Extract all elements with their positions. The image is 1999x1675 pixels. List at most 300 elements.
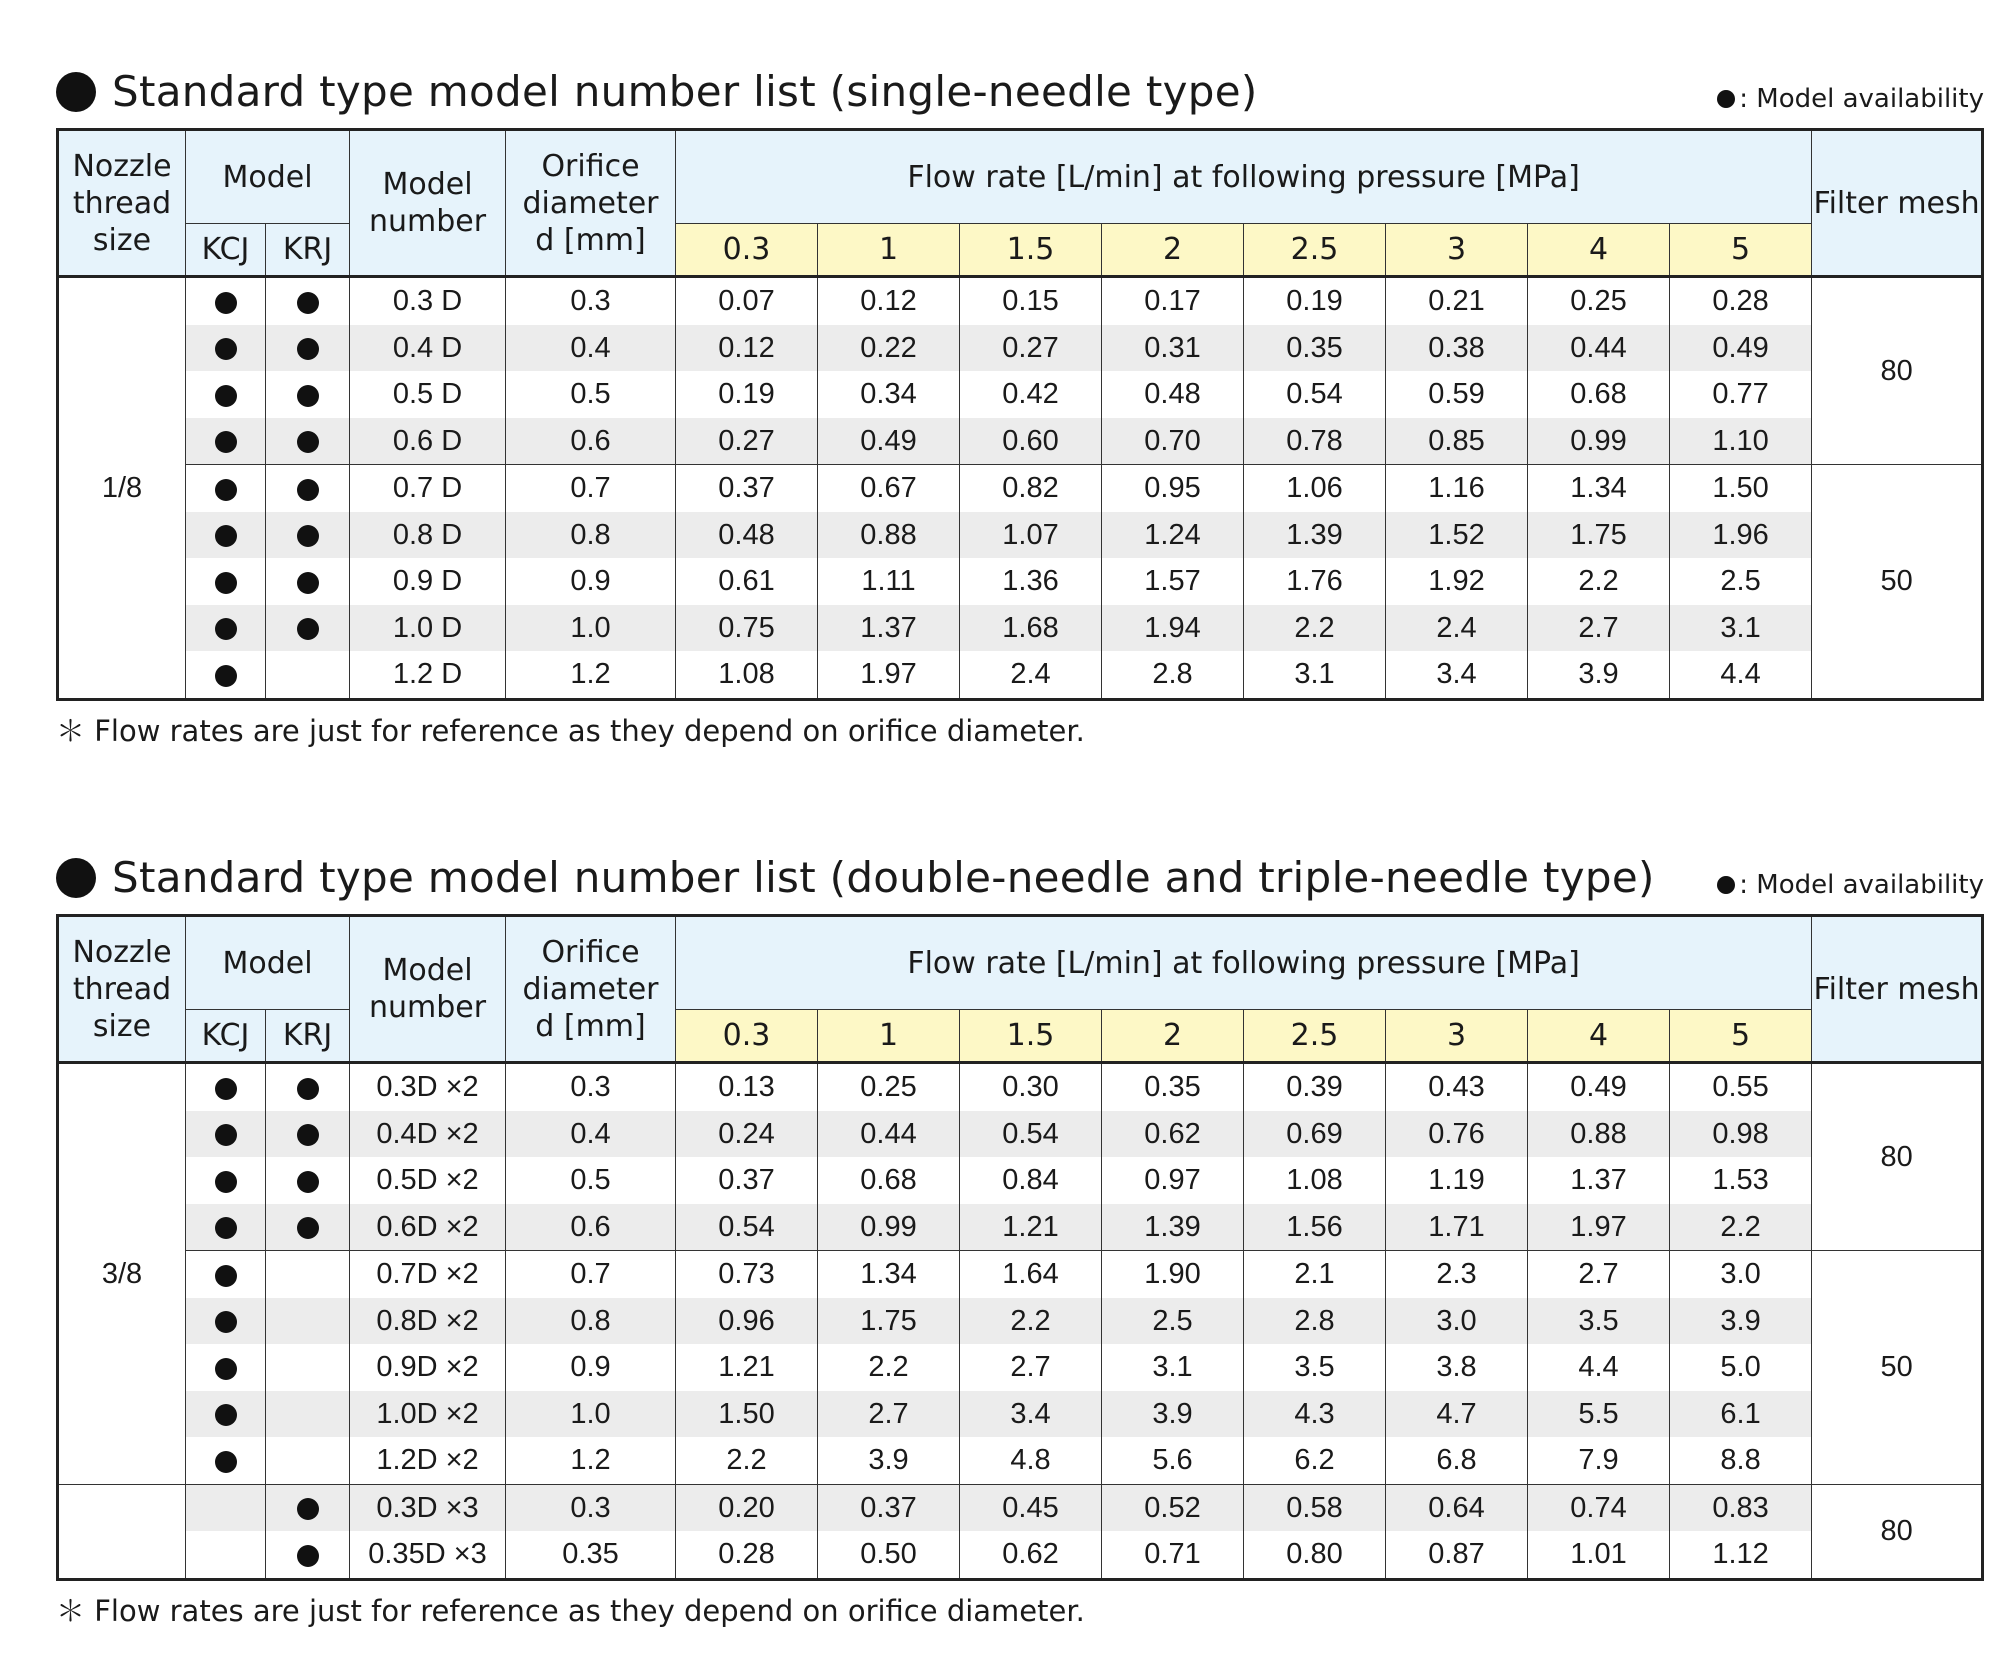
flow-rate-cell: 0.99 xyxy=(818,1204,960,1251)
flow-rate-cell: 6.1 xyxy=(1670,1391,1812,1438)
kcj-availability-cell xyxy=(186,651,266,699)
orifice-cell: 1.2 xyxy=(506,1437,676,1484)
filter-mesh-cell: 50 xyxy=(1812,465,1983,700)
availability-dot-icon xyxy=(297,292,319,314)
availability-dot-icon xyxy=(215,525,237,547)
availability-dot-icon xyxy=(215,1124,237,1146)
kcj-availability-cell xyxy=(186,465,266,512)
flow-rate-cell: 0.52 xyxy=(1102,1484,1244,1531)
flow-rate-cell: 2.8 xyxy=(1102,651,1244,699)
table-row xyxy=(58,1484,1983,1531)
availability-dot-icon xyxy=(1717,90,1735,108)
availability-dot-icon xyxy=(215,1451,237,1473)
header-pressure: 4 xyxy=(1528,1010,1670,1063)
flow-rate-cell: 0.49 xyxy=(1670,325,1812,372)
flow-rate-cell: 6.2 xyxy=(1244,1437,1386,1484)
flow-rate-cell: 0.75 xyxy=(676,605,818,652)
availability-dot-icon xyxy=(215,665,237,687)
flow-rate-cell: 8.8 xyxy=(1670,1437,1812,1484)
flow-rate-cell: 1.50 xyxy=(1670,465,1812,512)
table-row xyxy=(58,512,1983,559)
flow-rate-cell: 1.10 xyxy=(1670,418,1812,465)
flow-rate-cell: 0.21 xyxy=(1386,277,1528,325)
flow-rate-cell: 1.96 xyxy=(1670,512,1812,559)
flow-rate-cell: 0.83 xyxy=(1670,1484,1812,1531)
flow-rate-cell: 0.49 xyxy=(818,418,960,465)
krj-availability-cell xyxy=(266,1344,350,1391)
flow-rate-cell: 1.21 xyxy=(960,1204,1102,1251)
header-pressure: 1 xyxy=(818,1010,960,1063)
header-pressure: 1.5 xyxy=(960,1010,1102,1063)
table-row xyxy=(58,1204,1983,1251)
flow-rate-cell: 0.42 xyxy=(960,371,1102,418)
thread-size-cell xyxy=(58,1484,186,1579)
flow-rate-cell: 0.95 xyxy=(1102,465,1244,512)
krj-availability-cell xyxy=(266,1298,350,1345)
flow-rate-cell: 0.88 xyxy=(1528,1111,1670,1158)
header-orifice-diameter xyxy=(506,916,676,1063)
flow-rate-cell: 0.71 xyxy=(1102,1531,1244,1579)
kcj-availability-cell xyxy=(186,325,266,372)
footnote: ＊ Flow rates are just for reference as they depend on orifice diameter. xyxy=(56,713,1085,748)
orifice-cell: 0.4 xyxy=(506,1111,676,1158)
header-model: Model xyxy=(186,130,350,224)
kcj-availability-cell xyxy=(186,558,266,605)
thread-size-cell: 1/8 xyxy=(58,277,186,700)
availability-dot-icon xyxy=(215,1311,237,1333)
model-number-cell: 1.2 D xyxy=(350,651,506,699)
flow-rate-cell: 4.4 xyxy=(1528,1344,1670,1391)
krj-availability-cell xyxy=(266,1484,350,1531)
flow-rate-cell: 4.3 xyxy=(1244,1391,1386,1438)
flow-rate-cell: 2.3 xyxy=(1386,1251,1528,1298)
model-number-cell: 0.5 D xyxy=(350,371,506,418)
flow-rate-cell: 0.19 xyxy=(676,371,818,418)
flow-rate-cell: 0.39 xyxy=(1244,1063,1386,1111)
table-row xyxy=(58,465,1983,512)
flow-rate-cell: 1.75 xyxy=(1528,512,1670,559)
orifice-cell: 0.7 xyxy=(506,465,676,512)
model-number-cell: 0.35D ×3 xyxy=(350,1531,506,1579)
model-number-cell: 1.0D ×2 xyxy=(350,1391,506,1438)
flow-rate-cell: 1.90 xyxy=(1102,1251,1244,1298)
flow-rate-cell: 1.16 xyxy=(1386,465,1528,512)
krj-availability-cell xyxy=(266,1204,350,1251)
orifice-cell: 0.9 xyxy=(506,1344,676,1391)
flow-rate-cell: 5.0 xyxy=(1670,1344,1812,1391)
flow-rate-cell: 0.54 xyxy=(676,1204,818,1251)
flow-rate-cell: 1.36 xyxy=(960,558,1102,605)
header-thread-size: Nozzle thread size xyxy=(58,130,186,277)
flow-rate-cell: 0.27 xyxy=(676,418,818,465)
availability-dot-icon xyxy=(297,338,319,360)
header-model: Model xyxy=(186,916,350,1010)
flow-rate-cell: 3.4 xyxy=(960,1391,1102,1438)
flow-rate-cell: 1.24 xyxy=(1102,512,1244,559)
table-row xyxy=(58,558,1983,605)
flow-rate-cell: 2.7 xyxy=(1528,605,1670,652)
single-needle-table xyxy=(56,128,1984,701)
flow-rate-cell: 0.35 xyxy=(1102,1063,1244,1111)
header-pressure: 5 xyxy=(1670,224,1812,277)
flow-rate-cell: 0.20 xyxy=(676,1484,818,1531)
orifice-cell: 0.5 xyxy=(506,1157,676,1204)
flow-rate-cell: 0.54 xyxy=(960,1111,1102,1158)
header-pressure: 3 xyxy=(1386,1010,1528,1063)
flow-rate-cell: 3.9 xyxy=(818,1437,960,1484)
availability-dot-icon xyxy=(297,479,319,501)
flow-rate-cell: 0.99 xyxy=(1528,418,1670,465)
flow-rate-cell: 0.34 xyxy=(818,371,960,418)
model-number-cell: 1.0 D xyxy=(350,605,506,652)
krj-availability-cell xyxy=(266,1157,350,1204)
flow-rate-cell: 0.49 xyxy=(1528,1063,1670,1111)
krj-availability-cell xyxy=(266,605,350,652)
table-row xyxy=(58,1063,1983,1111)
flow-rate-cell: 0.88 xyxy=(818,512,960,559)
kcj-availability-cell xyxy=(186,1344,266,1391)
flow-rate-cell: 2.8 xyxy=(1244,1298,1386,1345)
kcj-availability-cell xyxy=(186,277,266,325)
header-filter-mesh: Filter mesh xyxy=(1812,130,1983,277)
flow-rate-cell: 5.5 xyxy=(1528,1391,1670,1438)
orifice-cell: 0.6 xyxy=(506,1204,676,1251)
flow-rate-cell: 1.94 xyxy=(1102,605,1244,652)
orifice-cell: 0.8 xyxy=(506,512,676,559)
flow-rate-cell: 1.21 xyxy=(676,1344,818,1391)
flow-rate-cell: 1.57 xyxy=(1102,558,1244,605)
model-number-cell: 0.3 D xyxy=(350,277,506,325)
orifice-cell: 0.35 xyxy=(506,1531,676,1579)
flow-rate-cell: 2.7 xyxy=(960,1344,1102,1391)
flow-rate-cell: 0.24 xyxy=(676,1111,818,1158)
flow-rate-cell: 0.59 xyxy=(1386,371,1528,418)
flow-rate-cell: 0.25 xyxy=(818,1063,960,1111)
flow-rate-cell: 3.5 xyxy=(1528,1298,1670,1345)
flow-rate-cell: 0.44 xyxy=(1528,325,1670,372)
flow-rate-cell: 3.0 xyxy=(1386,1298,1528,1345)
flow-rate-cell: 0.80 xyxy=(1244,1531,1386,1579)
availability-dot-icon xyxy=(215,479,237,501)
header-pressure: 4 xyxy=(1528,224,1670,277)
table-row xyxy=(58,1437,1983,1484)
flow-rate-cell: 0.74 xyxy=(1528,1484,1670,1531)
availability-legend xyxy=(1717,868,1984,902)
flow-rate-cell: 1.37 xyxy=(818,605,960,652)
flow-rate-cell: 1.06 xyxy=(1244,465,1386,512)
orifice-cell: 0.7 xyxy=(506,1251,676,1298)
flow-rate-cell: 0.64 xyxy=(1386,1484,1528,1531)
flow-rate-cell: 1.19 xyxy=(1386,1157,1528,1204)
flow-rate-cell: 1.07 xyxy=(960,512,1102,559)
table-row xyxy=(58,1111,1983,1158)
header-thread-size: Nozzle thread size xyxy=(58,916,186,1063)
availability-dot-icon xyxy=(1717,876,1735,894)
availability-dot-icon xyxy=(297,1545,319,1567)
legend-label: : Model availability xyxy=(1739,84,1984,114)
model-number-cell: 0.6 D xyxy=(350,418,506,465)
availability-dot-icon xyxy=(297,618,319,640)
header-pressure: 0.3 xyxy=(676,224,818,277)
header-kcj: KCJ xyxy=(186,1010,266,1063)
model-number-cell: 0.8D ×2 xyxy=(350,1298,506,1345)
orifice-unit-label: d [mm] xyxy=(535,1008,646,1044)
availability-dot-icon xyxy=(215,431,237,453)
krj-availability-cell xyxy=(266,558,350,605)
thread-size-cell: 3/8 xyxy=(58,1063,186,1485)
availability-dot-icon xyxy=(297,1078,319,1100)
orifice-cell: 0.5 xyxy=(506,371,676,418)
krj-availability-cell xyxy=(266,1063,350,1111)
flow-rate-cell: 3.1 xyxy=(1244,651,1386,699)
orifice-cell: 1.2 xyxy=(506,651,676,699)
availability-dot-icon xyxy=(297,431,319,453)
flow-rate-cell: 3.5 xyxy=(1244,1344,1386,1391)
flow-rate-cell: 0.45 xyxy=(960,1484,1102,1531)
krj-availability-cell xyxy=(266,512,350,559)
flow-rate-cell: 0.43 xyxy=(1386,1063,1528,1111)
flow-rate-cell: 4.8 xyxy=(960,1437,1102,1484)
flow-rate-cell: 1.37 xyxy=(1528,1157,1670,1204)
flow-rate-cell: 1.34 xyxy=(818,1251,960,1298)
section-title: Standard type model number list (single-needle type) xyxy=(112,67,1258,116)
flow-rate-cell: 1.50 xyxy=(676,1391,818,1438)
flow-rate-cell: 0.82 xyxy=(960,465,1102,512)
flow-rate-cell: 3.9 xyxy=(1102,1391,1244,1438)
flow-rate-cell: 1.76 xyxy=(1244,558,1386,605)
flow-rate-cell: 0.98 xyxy=(1670,1111,1812,1158)
orifice-cell: 0.3 xyxy=(506,277,676,325)
header-pressure: 1 xyxy=(818,224,960,277)
orifice-label: Orifice diameter xyxy=(522,148,659,221)
availability-dot-icon xyxy=(215,292,237,314)
filter-mesh-cell: 80 xyxy=(1812,1063,1983,1251)
header-orifice-diameter xyxy=(506,130,676,277)
availability-dot-icon xyxy=(215,618,237,640)
krj-availability-cell xyxy=(266,651,350,699)
table-row xyxy=(58,1344,1983,1391)
flow-rate-cell: 0.55 xyxy=(1670,1063,1812,1111)
krj-availability-cell xyxy=(266,325,350,372)
flow-rate-cell: 1.71 xyxy=(1386,1204,1528,1251)
flow-rate-cell: 1.97 xyxy=(1528,1204,1670,1251)
flow-rate-cell: 0.85 xyxy=(1386,418,1528,465)
flow-rate-cell: 2.7 xyxy=(1528,1251,1670,1298)
kcj-availability-cell xyxy=(186,1298,266,1345)
flow-rate-cell: 1.75 xyxy=(818,1298,960,1345)
flow-rate-cell: 2.4 xyxy=(1386,605,1528,652)
flow-rate-cell: 4.7 xyxy=(1386,1391,1528,1438)
flow-rate-cell: 1.52 xyxy=(1386,512,1528,559)
availability-dot-icon xyxy=(297,1498,319,1520)
availability-legend xyxy=(1717,82,1984,116)
flow-rate-cell: 0.12 xyxy=(818,277,960,325)
flow-rate-cell: 0.35 xyxy=(1244,325,1386,372)
flow-rate-cell: 2.2 xyxy=(1670,1204,1812,1251)
flow-rate-cell: 0.62 xyxy=(1102,1111,1244,1158)
krj-availability-cell xyxy=(266,418,350,465)
flow-rate-cell: 2.2 xyxy=(960,1298,1102,1345)
table-row xyxy=(58,1298,1983,1345)
kcj-availability-cell xyxy=(186,1204,266,1251)
flow-rate-cell: 0.48 xyxy=(1102,371,1244,418)
flow-rate-cell: 2.2 xyxy=(1528,558,1670,605)
model-number-cell: 0.3D ×3 xyxy=(350,1484,506,1531)
flow-rate-cell: 0.61 xyxy=(676,558,818,605)
model-number-cell: 1.2D ×2 xyxy=(350,1437,506,1484)
flow-rate-cell: 0.50 xyxy=(818,1531,960,1579)
model-number-cell: 0.8 D xyxy=(350,512,506,559)
header-filter-mesh: Filter mesh xyxy=(1812,916,1983,1063)
flow-rate-cell: 0.37 xyxy=(818,1484,960,1531)
orifice-cell: 0.3 xyxy=(506,1484,676,1531)
flow-rate-cell: 0.76 xyxy=(1386,1111,1528,1158)
krj-availability-cell xyxy=(266,277,350,325)
flow-rate-cell: 1.08 xyxy=(676,651,818,699)
kcj-availability-cell xyxy=(186,1484,266,1531)
flow-rate-cell: 0.87 xyxy=(1386,1531,1528,1579)
flow-rate-cell: 1.68 xyxy=(960,605,1102,652)
table-row xyxy=(58,325,1983,372)
table-row xyxy=(58,1157,1983,1204)
flow-rate-cell: 1.97 xyxy=(818,651,960,699)
flow-rate-cell: 0.54 xyxy=(1244,371,1386,418)
flow-rate-cell: 1.12 xyxy=(1670,1531,1812,1579)
flow-rate-cell: 0.27 xyxy=(960,325,1102,372)
kcj-availability-cell xyxy=(186,371,266,418)
model-number-cell: 0.9D ×2 xyxy=(350,1344,506,1391)
flow-rate-cell: 1.39 xyxy=(1244,512,1386,559)
section-title: Standard type model number list (double-needle and triple-needle type) xyxy=(112,853,1655,902)
kcj-availability-cell xyxy=(186,1531,266,1579)
header-model-number: Model number xyxy=(350,130,506,277)
section-heading xyxy=(56,64,1984,128)
model-number-cell: 0.4D ×2 xyxy=(350,1111,506,1158)
orifice-unit-label: d [mm] xyxy=(535,222,646,258)
flow-rate-cell: 2.2 xyxy=(676,1437,818,1484)
flow-rate-cell: 2.4 xyxy=(960,651,1102,699)
kcj-availability-cell xyxy=(186,418,266,465)
flow-rate-cell: 3.1 xyxy=(1670,605,1812,652)
model-number-cell: 0.6D ×2 xyxy=(350,1204,506,1251)
kcj-availability-cell xyxy=(186,1391,266,1438)
flow-rate-cell: 0.07 xyxy=(676,277,818,325)
header-krj: KRJ xyxy=(266,224,350,277)
orifice-label: Orifice diameter xyxy=(522,934,659,1007)
flow-rate-cell: 0.77 xyxy=(1670,371,1812,418)
availability-dot-icon xyxy=(297,1124,319,1146)
availability-dot-icon xyxy=(215,1078,237,1100)
kcj-availability-cell xyxy=(186,1251,266,1298)
header-pressure: 0.3 xyxy=(676,1010,818,1063)
availability-dot-icon xyxy=(215,1404,237,1426)
krj-availability-cell xyxy=(266,465,350,512)
flow-rate-cell: 0.37 xyxy=(676,465,818,512)
flow-rate-cell: 4.4 xyxy=(1670,651,1812,699)
header-pressure: 2.5 xyxy=(1244,1010,1386,1063)
header-pressure: 2 xyxy=(1102,1010,1244,1063)
availability-dot-icon xyxy=(215,572,237,594)
availability-dot-icon xyxy=(297,525,319,547)
kcj-availability-cell xyxy=(186,1063,266,1111)
flow-rate-cell: 3.8 xyxy=(1386,1344,1528,1391)
orifice-cell: 0.9 xyxy=(506,558,676,605)
flow-rate-cell: 1.56 xyxy=(1244,1204,1386,1251)
table-row xyxy=(58,1531,1983,1579)
flow-rate-cell: 0.44 xyxy=(818,1111,960,1158)
availability-dot-icon xyxy=(215,338,237,360)
flow-rate-cell: 0.19 xyxy=(1244,277,1386,325)
model-number-cell: 0.5D ×2 xyxy=(350,1157,506,1204)
flow-rate-cell: 0.25 xyxy=(1528,277,1670,325)
header-pressure: 3 xyxy=(1386,224,1528,277)
table-row xyxy=(58,418,1983,465)
legend-label: : Model availability xyxy=(1739,870,1984,900)
flow-rate-cell: 0.60 xyxy=(960,418,1102,465)
header-kcj: KCJ xyxy=(186,224,266,277)
flow-rate-cell: 0.28 xyxy=(1670,277,1812,325)
header-krj: KRJ xyxy=(266,1010,350,1063)
availability-dot-icon xyxy=(215,385,237,407)
flow-rate-cell: 2.1 xyxy=(1244,1251,1386,1298)
header-model-number: Model number xyxy=(350,916,506,1063)
flow-rate-cell: 0.12 xyxy=(676,325,818,372)
table-row xyxy=(58,1391,1983,1438)
flow-rate-cell: 1.64 xyxy=(960,1251,1102,1298)
kcj-availability-cell xyxy=(186,1437,266,1484)
flow-rate-cell: 3.1 xyxy=(1102,1344,1244,1391)
filter-mesh-cell: 50 xyxy=(1812,1251,1983,1485)
flow-rate-cell: 0.38 xyxy=(1386,325,1528,372)
header-pressure: 5 xyxy=(1670,1010,1812,1063)
availability-dot-icon xyxy=(215,1265,237,1287)
flow-rate-cell: 5.6 xyxy=(1102,1437,1244,1484)
single-needle-section xyxy=(56,64,1984,749)
flow-rate-cell: 0.22 xyxy=(818,325,960,372)
flow-rate-cell: 0.28 xyxy=(676,1531,818,1579)
filter-mesh-cell: 80 xyxy=(1812,277,1983,465)
flow-rate-cell: 0.67 xyxy=(818,465,960,512)
flow-rate-cell: 0.13 xyxy=(676,1063,818,1111)
flow-rate-cell: 0.58 xyxy=(1244,1484,1386,1531)
header-flow-rate: Flow rate [L/min] at following pressure [MPa] xyxy=(676,130,1812,224)
filter-mesh-cell: 80 xyxy=(1812,1484,1983,1579)
availability-dot-icon xyxy=(215,1358,237,1380)
krj-availability-cell xyxy=(266,1111,350,1158)
table-row xyxy=(58,1251,1983,1298)
flow-rate-cell: 0.17 xyxy=(1102,277,1244,325)
orifice-cell: 1.0 xyxy=(506,1391,676,1438)
kcj-availability-cell xyxy=(186,1111,266,1158)
header-flow-rate: Flow rate [L/min] at following pressure [MPa] xyxy=(676,916,1812,1010)
table-row xyxy=(58,371,1983,418)
model-number-cell: 0.7 D xyxy=(350,465,506,512)
multi-needle-table xyxy=(56,914,1984,1581)
flow-rate-cell: 0.70 xyxy=(1102,418,1244,465)
flow-rate-cell: 0.15 xyxy=(960,277,1102,325)
flow-rate-cell: 1.39 xyxy=(1102,1204,1244,1251)
flow-rate-cell: 1.01 xyxy=(1528,1531,1670,1579)
kcj-availability-cell xyxy=(186,1157,266,1204)
flow-rate-cell: 0.96 xyxy=(676,1298,818,1345)
flow-rate-cell: 0.68 xyxy=(1528,371,1670,418)
orifice-cell: 0.8 xyxy=(506,1298,676,1345)
availability-dot-icon xyxy=(297,572,319,594)
kcj-availability-cell xyxy=(186,605,266,652)
model-number-cell: 0.4 D xyxy=(350,325,506,372)
krj-availability-cell xyxy=(266,1437,350,1484)
flow-rate-cell: 6.8 xyxy=(1386,1437,1528,1484)
